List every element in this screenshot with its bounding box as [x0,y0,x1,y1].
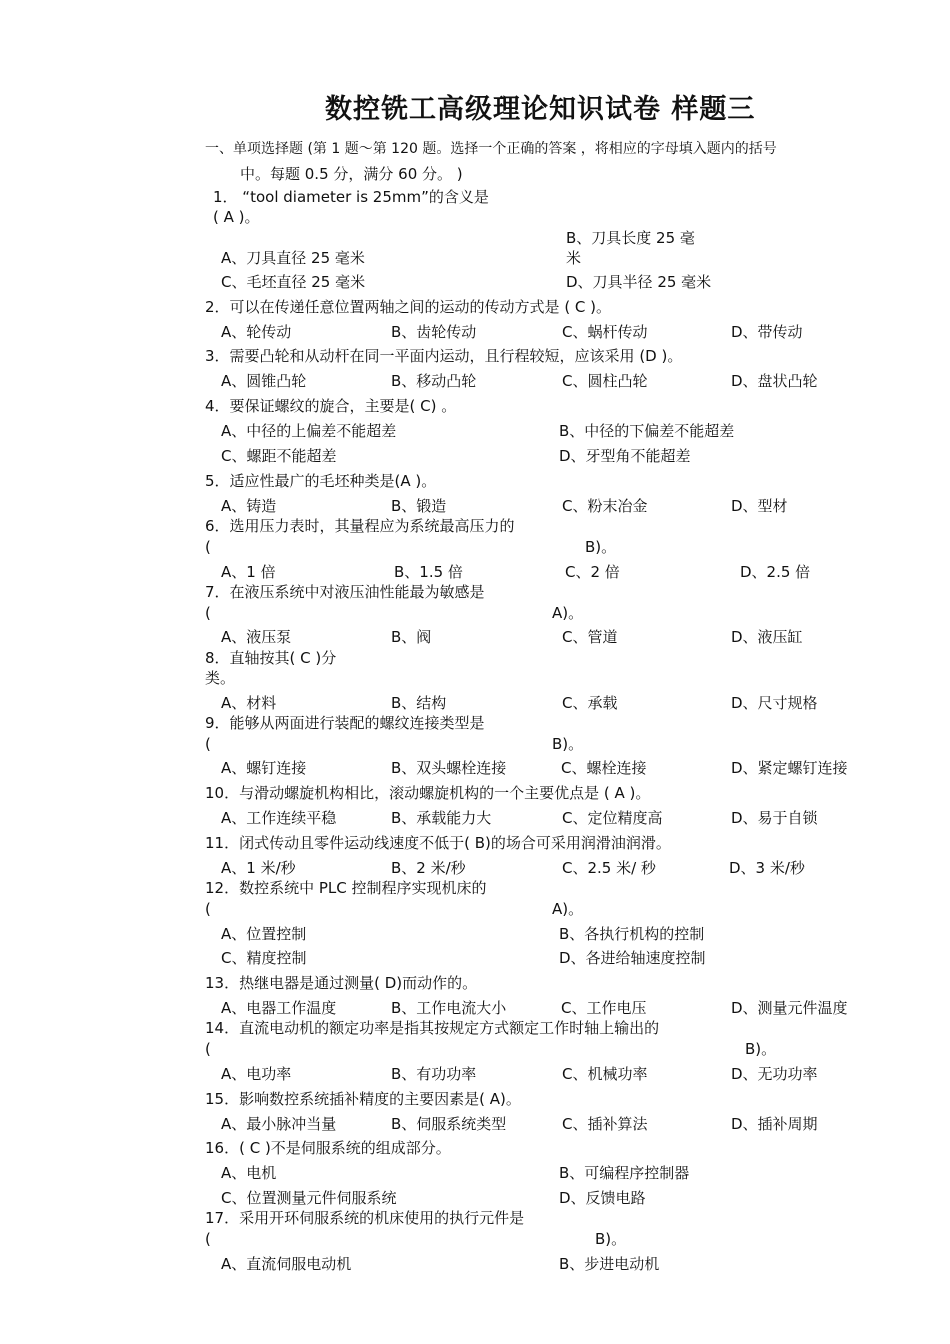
q1-option-b: B、刀具长度 25 毫 [566,229,695,247]
q12-stem: 12．数控系统中 PLC 控制程序实现机床的 [205,879,487,897]
q16-option-c: C、位置测量元件伺服系统 [221,1189,397,1207]
q9-option-c: C、螺栓连接 [561,759,647,777]
q17-stem: 17．采用开环伺服系统的机床使用的执行元件是 [205,1209,525,1227]
q14-option-d: D、无功功率 [731,1065,818,1083]
q14-stem: 14．直流电动机的额定功率是指其按规定方式额定工作时轴上输出的 [205,1019,660,1037]
q8-option-a: A、材料 [221,694,277,712]
q2-option-a: A、轮传动 [221,323,292,341]
q16-option-a: A、电机 [221,1164,277,1182]
q6-answer: B)。 [585,538,617,556]
q8-option-d: D、尺寸规格 [731,694,818,712]
q4-option-d: D、牙型角不能超差 [559,447,691,465]
q14-open-paren: ( [205,1040,211,1058]
q11-option-d: D、3 米/秒 [729,859,805,877]
q1-stem-cont: ( A )。 [213,208,260,226]
q17-option-a: A、直流伺服电动机 [221,1255,352,1273]
q2-option-d: D、带传动 [731,323,803,341]
q7-option-a: A、液压泵 [221,628,292,646]
q2-stem: 2．可以在传递任意位置两轴之间的运动的传动方式是 ( C )。 [205,298,612,316]
q7-stem: 7．在液压系统中对液压油性能最为敏感是 [205,583,485,601]
q14-option-b: B、有功功率 [391,1065,477,1083]
q11-option-a: A、1 米/秒 [221,859,296,877]
q8-stem: 8．直轴按其( C )分 [205,649,337,667]
q17-answer: B)。 [595,1230,627,1248]
page-title: 数控铣工高级理论知识试卷 样题三 [325,94,756,125]
q16-option-b: B、可编程序控制器 [559,1164,690,1182]
q5-option-c: C、粉末冶金 [562,497,648,515]
q15-stem: 15．影响数控系统插补精度的主要因素是( A)。 [205,1090,521,1108]
q7-answer: A)。 [552,604,584,622]
q6-option-c: C、2 倍 [565,563,620,581]
q9-stem: 9．能够从两面进行装配的螺纹连接类型是 [205,714,485,732]
q6-option-d: D、2.5 倍 [740,563,811,581]
q4-stem: 4．要保证螺纹的旋合，主要是( C) 。 [205,397,457,415]
q15-option-a: A、最小脉冲当量 [221,1115,337,1133]
q3-stem: 3．需要凸轮和从动杆在同一平面内运动，且行程较短，应该采用 (D )。 [205,347,683,365]
q10-option-a: A、工作连续平稳 [221,809,337,827]
q8-option-c: C、承载 [562,694,618,712]
q11-option-c: C、2.5 米/ 秒 [562,859,656,877]
q1-option-a: A、刀具直径 25 毫米 [221,249,365,267]
q16-option-d: D、反馈电路 [559,1189,646,1207]
q13-option-a: A、电器工作温度 [221,999,337,1017]
q11-stem: 11．闭式传动且零件运动线速度不低于( B)的场合可采用润滑油润滑。 [205,834,671,852]
q17-option-b: B、步进电动机 [559,1255,660,1273]
q12-option-a: A、位置控制 [221,925,307,943]
q11-option-b: B、2 米/秒 [391,859,466,877]
q6-stem: 6．选用压力表时，其量程应为系统最高压力的 [205,517,515,535]
q13-option-c: C、工作电压 [561,999,647,1017]
q4-option-b: B、中径的下偏差不能超差 [559,422,735,440]
q9-answer: B)。 [552,735,584,753]
q3-option-b: B、移动凸轮 [391,372,477,390]
q13-stem: 13．热继电器是通过测量( D)而动作的。 [205,974,478,992]
q9-option-a: A、螺钉连接 [221,759,307,777]
q14-answer: B)。 [745,1040,777,1058]
q10-option-b: B、承载能力大 [391,809,492,827]
q4-option-a: A、中径的上偏差不能超差 [221,422,397,440]
q6-open-paren: ( [205,538,211,556]
q10-stem: 10．与滑动螺旋机构相比，滚动螺旋机构的一个主要优点是 ( A )。 [205,784,651,802]
q1-option-d: D、刀具半径 25 毫米 [566,273,712,291]
q7-option-d: D、液压缸 [731,628,803,646]
q12-open-paren: ( [205,900,211,918]
q14-option-c: C、机械功率 [562,1065,648,1083]
q16-stem: 16．( C )不是伺服系统的组成部分。 [205,1139,451,1157]
q9-open-paren: ( [205,735,211,753]
q5-option-a: A、铸造 [221,497,277,515]
q4-option-c: C、螺距不能超差 [221,447,337,465]
q8-stem-cont: 类。 [205,669,236,687]
q10-option-d: D、易于自锁 [731,809,818,827]
q7-option-b: B、阀 [391,628,432,646]
q12-option-c: C、精度控制 [221,949,307,967]
q3-option-c: C、圆柱凸轮 [562,372,648,390]
q8-option-b: B、结构 [391,694,447,712]
q12-option-d: D、各进给轴速度控制 [559,949,706,967]
q13-option-d: D、测量元件温度 [731,999,848,1017]
q1-option-b-cont: 米 [566,249,582,267]
q2-option-b: B、齿轮传动 [391,323,477,341]
q17-open-paren: ( [205,1230,211,1248]
q15-option-d: D、插补周期 [731,1115,818,1133]
q2-option-c: C、蜗杆传动 [562,323,648,341]
q9-option-d: D、紧定螺钉连接 [731,759,848,777]
q6-option-b: B、1.5 倍 [394,563,463,581]
q15-option-c: C、插补算法 [562,1115,648,1133]
instructions-line-1: 一、单项选择题 (第 1 题～第 120 题。选择一个正确的答案 ，将相应的字母填入题内的括号 [205,141,777,157]
q7-open-paren: ( [205,604,211,622]
q10-option-c: C、定位精度高 [562,809,663,827]
q5-option-b: B、锻造 [391,497,447,515]
instructions-line-2: 中。每题 0.5 分，满分 60 分。 ) [240,165,463,183]
q5-option-d: D、型材 [731,497,788,515]
q3-option-d: D、盘状凸轮 [731,372,818,390]
q14-option-a: A、电功率 [221,1065,292,1083]
q1-option-c: C、毛坯直径 25 毫米 [221,273,366,291]
q6-option-a: A、1 倍 [221,563,276,581]
q9-option-b: B、双头螺栓连接 [391,759,507,777]
q13-option-b: B、工作电流大小 [391,999,507,1017]
q5-stem: 5．适应性最广的毛坯种类是(A )。 [205,472,437,490]
q3-option-a: A、圆锥凸轮 [221,372,307,390]
q1-stem: 1． “tool diameter is 25mm”的含义是 [213,188,489,206]
q12-option-b: B、各执行机构的控制 [559,925,705,943]
q12-answer: A)。 [552,900,584,918]
q7-option-c: C、管道 [562,628,618,646]
q15-option-b: B、伺服系统类型 [391,1115,507,1133]
